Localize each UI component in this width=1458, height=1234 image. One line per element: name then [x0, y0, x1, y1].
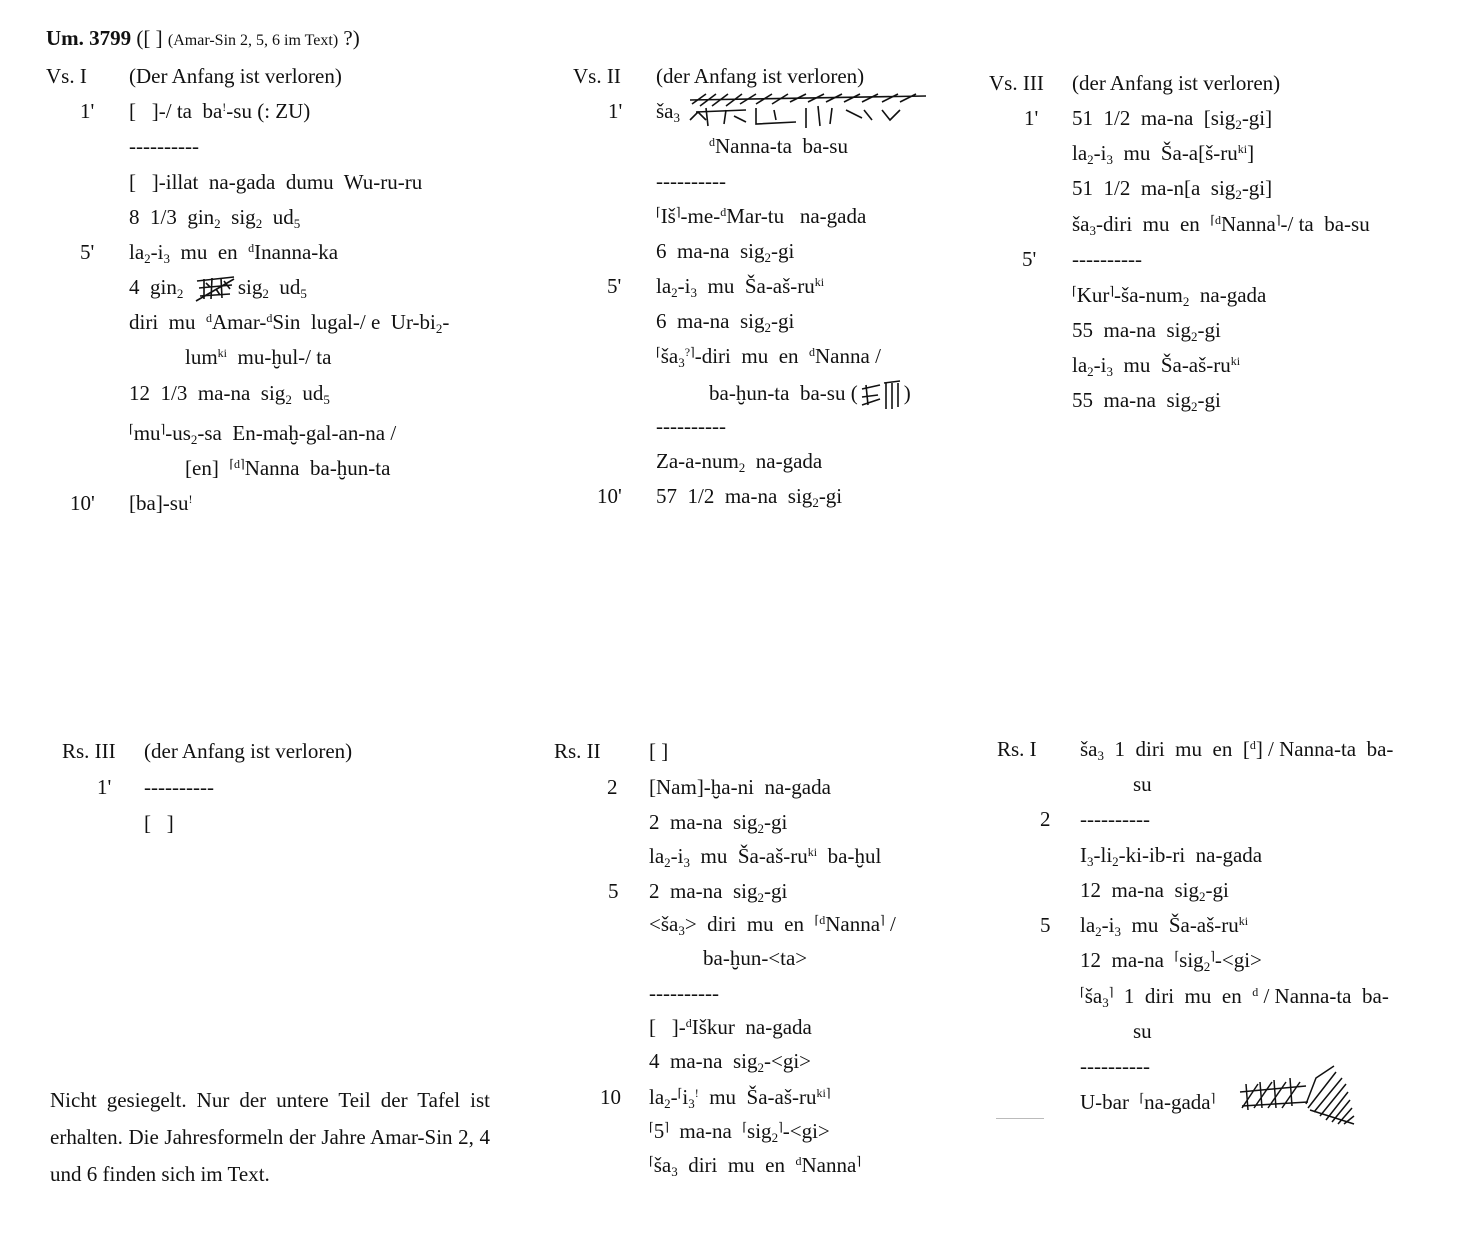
- text-line: 12 1/3 ma-na sig$_2$ $ud_5$: [129, 381, 330, 407]
- cuneiform-sign-icon: [858, 379, 904, 411]
- text-line: lum$^{ki}$ mu-ḫul-/ ta: [185, 345, 332, 369]
- text-line: $ša_3$: [656, 99, 680, 125]
- ruling-line: ----------: [129, 134, 199, 158]
- text-line: $la_2-i_3$ mu $Ša-a[š-ru^{ki}]$: [1072, 141, 1255, 167]
- text-line: 12 ma-na ⌈sig$_2$⌉-<gi>: [1080, 948, 1262, 974]
- line-number: 1': [1024, 106, 1039, 130]
- text-line: diri mu $^d$Amar-$^d$Sin lugal-/ e $Ur-bi_2-$: [129, 310, 450, 336]
- text-line: $la_2-i_3$ mu $Ša-aš-ru^{ki}$: [1080, 913, 1249, 939]
- document-title: [46, 28, 360, 49]
- text-line: ba-ḫun-<ta>: [703, 946, 808, 970]
- column-intro: [ ]: [649, 739, 669, 763]
- faint-divider: [996, 1118, 1044, 1119]
- line-number: 5: [1040, 913, 1051, 937]
- column-label: Vs. III: [989, 71, 1044, 95]
- column-label: Vs. II: [573, 64, 621, 88]
- line-number: 5: [608, 879, 619, 903]
- text-line: 6 ma-na sig$_2$-gi: [656, 309, 795, 335]
- text-line: $^⌈ša_3^{?⌉}$-diri mu en $^d$Nanna /: [656, 344, 881, 370]
- ruling-line: ----------: [649, 981, 719, 1005]
- damaged-cuneiform-icon: [686, 90, 932, 132]
- text-line: ba-ḫun-ta ba-su ( ): [709, 379, 911, 411]
- text-line: 6 ma-na sig$_2$-gi: [656, 239, 795, 265]
- text-line: $la_2-i_3$ mu $Ša-aš-ru^{ki}$: [1072, 353, 1241, 379]
- text-line: ⌈Iš⌉-me-$^d$Mar-tu na-gada: [656, 204, 867, 228]
- line-number: 2: [1040, 807, 1051, 831]
- title-note: (Amar-Sin 2, 5, 6 im Text): [167, 32, 339, 49]
- line-number: 10: [600, 1085, 621, 1109]
- line-number: 1': [80, 99, 95, 123]
- line-number: 1': [608, 99, 623, 123]
- line-number: 1': [97, 775, 112, 799]
- column-intro: (der Anfang ist verloren): [1072, 71, 1281, 95]
- text-line: 4 gin$_2$ sig$_2$ $ud_5$: [129, 275, 307, 303]
- text-line: [ba]-su!: [129, 491, 193, 515]
- text-line: U-bar ⌈na-gada⌉: [1080, 1090, 1216, 1114]
- title-bracket: ([ ]: [136, 26, 163, 50]
- text-line: 51 1/2 ma-na [sig$_2$-gi]: [1072, 106, 1273, 132]
- text-line: [ ]-illat na-gada dumu Wu-ru-ru: [129, 170, 423, 194]
- line-number: 10': [597, 484, 622, 508]
- text-line: $I_3-li_2-ki-ib-ri$ na-gada: [1080, 843, 1263, 869]
- text-line: $ša_3$-diri mu en $^{⌈d}$Nanna⌉-/ ta ba-su: [1072, 212, 1370, 238]
- column-intro: (Der Anfang ist verloren): [129, 64, 342, 88]
- text-line: [ ]-$^d$Iškur na-gada: [649, 1015, 812, 1039]
- text-line: 2 ma-na sig$_2$-gi: [649, 879, 788, 905]
- text-line: $ša_3$ 1 diri mu en [$^d$] / Nanna-ta ba-: [1080, 737, 1394, 763]
- column-label: Rs. II: [554, 739, 601, 763]
- line-number: 5': [1022, 247, 1037, 271]
- text-line: 55 ma-na sig$_2$-gi: [1072, 388, 1221, 414]
- text-line: ⌈Kur⌉-ša-num$_2$ na-gada: [1072, 283, 1267, 309]
- ruling-line: ----------: [656, 414, 726, 438]
- ruling-line: ----------: [144, 775, 214, 799]
- footnote: Nicht gesiegelt. Nur der untere Teil der Tafel ist erhalten. Die Jahresformeln der Jahre Amar-Sin 2, 4 und 6 finden sich im Text.: [50, 1088, 490, 1186]
- column-label: Vs. I: [46, 64, 87, 88]
- column-label: Rs. I: [997, 737, 1037, 761]
- ruling-line: ----------: [1072, 247, 1142, 271]
- text-line: $^d$Nanna-ta ba-su: [709, 134, 848, 158]
- text-line: Za-a-num$_2$ na-gada: [656, 449, 823, 475]
- text-line: 8 1/3 gin$_2$ sig$_2$ $ud_5$: [129, 205, 301, 231]
- text-line: $la_2-i_3$ mu $Ša-aš-ru^{ki}$: [656, 274, 825, 300]
- column-label: Rs. III: [62, 739, 116, 763]
- text-line: $la_2-^⌈i_3^!$ mu $Ša-aš-ru^{ki⌉}$: [649, 1085, 831, 1111]
- text-line: [ ]-/ ta ba!-su (: ZU): [129, 99, 311, 123]
- text-line: $^⌈ša_3$ diri mu en $^d$Nanna⌉: [649, 1153, 862, 1179]
- text-line: 4 ma-na sig$_2$-<gi>: [649, 1049, 811, 1075]
- text-line: 55 ma-na sig$_2$-gi: [1072, 318, 1221, 344]
- text-line: su: [1133, 1019, 1152, 1043]
- line-number: 10': [70, 491, 95, 515]
- text-line: $^⌈mu^⌉-us_2-sa$ En-maḫ-gal-an-na /: [129, 421, 397, 447]
- column-intro: (der Anfang ist verloren): [144, 739, 353, 763]
- damaged-cuneiform-icon: [1236, 1064, 1356, 1126]
- text-line: [ ]: [144, 811, 174, 835]
- text-line: [en] $^{⌈d⌉}$Nanna ba-ḫun-ta: [185, 456, 391, 480]
- text-line: 51 1/2 ma-n[a sig$_2$-gi]: [1072, 176, 1273, 202]
- text-line: 12 ma-na sig$_2$-gi: [1080, 878, 1229, 904]
- line-number: 2: [607, 775, 618, 799]
- text-line: $^⌈ša_3^⌉$ 1 diri mu en $^d$ / Nanna-ta ba-: [1080, 984, 1389, 1010]
- text-line: su: [1133, 772, 1152, 796]
- ruling-line: ----------: [656, 169, 726, 193]
- line-number: 5': [80, 240, 95, 264]
- text-line: [Nam]-ḫa-ni na-gada: [649, 775, 831, 799]
- line-number: 5': [607, 274, 622, 298]
- ruling-line: ----------: [1080, 807, 1150, 831]
- cuneiform-sign-icon: [194, 275, 238, 303]
- text-line: ⌈5⌉ ma-na ⌈sig$_2$⌉-<gi>: [649, 1119, 830, 1145]
- text-line: 2 ma-na sig$_2$-gi: [649, 810, 788, 836]
- text-line: $la_2-i_3$ mu $Ša-aš-ru^{ki}$ ba-ḫul: [649, 844, 882, 870]
- text-line: 57 1/2 ma-na sig$_2$-gi: [656, 484, 843, 510]
- text-line: $<ša_3>$ diri mu en $^{⌈d}$Nanna⌉ /: [649, 912, 896, 938]
- museum-number: Um. 3799: [46, 26, 132, 50]
- ruling-line: ----------: [1080, 1054, 1150, 1078]
- column-intro: (der Anfang ist verloren): [656, 64, 865, 88]
- text-line: $la_2-i_3$ mu en $^d$Inanna-ka: [129, 240, 339, 266]
- title-close: ?): [343, 26, 360, 50]
